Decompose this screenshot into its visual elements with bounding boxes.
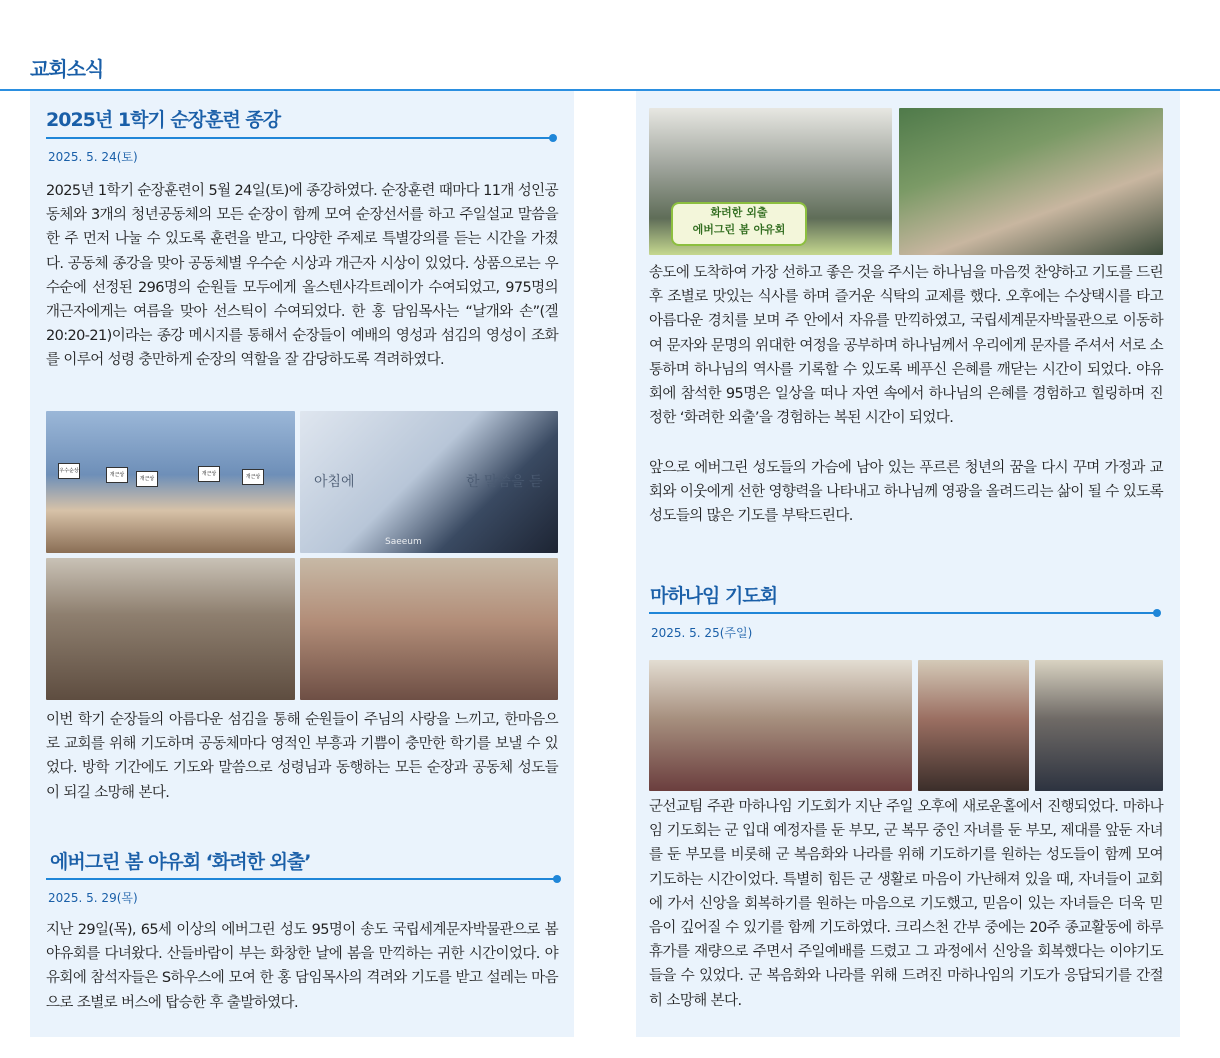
article1-title: 2025년 1학기 순장훈련 종강 [46, 109, 281, 131]
award-sign: 개근상 [242, 469, 264, 485]
article2-body-1: 지난 29일(목), 65세 이상의 에버그린 성도 95명이 송도 국립세계문자박물관으로 봄 야유회를 다녀왔다. 산들바람이 부는 화창한 날에 봄을 만끽하는 귀한 시간이었다. 야유회에 참석자들은 S하우스에 모여 한 홍 담임목사의 격려와 기도를 받고 설레는 마음으로 조별로 버스에 탑승한 후 출발하였다. [46, 922, 558, 1011]
award-sign: 개근상 [198, 466, 220, 482]
photo-evergreen-group [649, 108, 892, 255]
photo-worship-women [300, 558, 558, 700]
article2-title: 에버그린 봄 야유회 ‘화려한 외출’ [50, 851, 311, 873]
article1-body-2: 이번 학기 순장들의 아름다운 섬김을 통해 순원들이 주님의 사랑을 느끼고, 한마음으로 교회를 위해 기도하며 공동체마다 영적인 부흥과 기쁨이 충만한 학기를 보낼 수 있었다. 방학 기간에도 기도와 말씀으로 성령님과 동행하는 모든 순장과 공동체 성도들이 되길 소망해 본다. [46, 712, 558, 801]
photo-pastor-preaching [300, 411, 558, 553]
article3-body-1: 군선교팀 주관 마하나임 기도회가 지난 주일 오후에 새로운홀에서 진행되었다. 마하나임 기도회는 군 입대 예정자를 둔 부모, 군 복무 중인 자녀를 둔 부모, 제대를 앞둔 자녀를 둔 부모를 비롯해 군 복음화와 나라를 위해 기도하기를 원하는 성도들이 함께 모여 기도하는 시간이었다. 특별히 힘든 군 생활로 마음이 가난해져 있을 때, 자녀들이 교회에 가서 신앙을 회복하기를 원하는 마음으로 기도했고, 믿음이 있는 자녀들은 더욱 믿음이 깊어질 수 있기를 함께 기도하였다. 크리스천 간부 중에는 20주 종교활동에 하루 휴가를 재량으로 주면서 주일예배를 드렸고 그 과정에서 신앙을 회복했다는 이야기도 들을 수 있었다. 군 복음화와 나라를 위해 드려진 마하나임의 기도가 응답되기를 간절히 소망해 본다. [649, 799, 1163, 1009]
banner-line-2: 에버그린 봄 야유회 [692, 223, 786, 236]
award-sign: 개근상 [136, 471, 158, 487]
article1-body-1: 2025년 1학기 순장훈련이 5월 24일(토)에 종강하였다. 순장훈련 때마다 11개 성인공동체와 3개의 청년공동체의 모든 순장이 함께 모여 순장선서를 하고 주일설교 말씀을 한 주 먼저 나눌 수 있도록 훈련을 받고, 다양한 주제로 특별강의를 듣는 시간을 가졌다. 공동체 종강을 맞아 공동체별 우수순 시상과 개근자 시상이 있었다. 상품으로는 우수순에 선정된 296명의 순원들 모두에게 올스텐사각트레이가 수여되었고, 975명의 개근자에게는 여름을 맞아 선스틱이 수여되었다. 한 홍 담임목사는 “날개와 손”(겔 20:20-21)이라는 종강 메시지를 통해서 순장들이 예배의 영성과 섬김의 영성이 조화를 이루어 성령 충만하게 순장의 역할을 잘 감당하도록 격려하였다. [46, 183, 558, 369]
award-sign: 우수순상 [58, 463, 80, 479]
slide-text-2: 한 말씀을 듣 [466, 474, 543, 490]
section-label: 교회소식 [30, 57, 104, 81]
article1-date: 2025. 5. 24(토) [48, 150, 138, 164]
photo-person-praying [1035, 660, 1163, 791]
right-column [636, 91, 1180, 1037]
article2-rule [46, 878, 558, 880]
article2-body-3: 앞으로 에버그린 성도들의 가슴에 남아 있는 푸르른 청년의 꿈을 다시 꾸며 가정과 교회와 이웃에게 선한 영향력을 나타내고 하나님께 영광을 올려드리는 삶이 될 수 있도록 성도들의 많은 기도를 부탁드린다. [649, 460, 1163, 525]
photo-prayer-group [649, 660, 912, 791]
photo-caption: Saeeum [385, 537, 422, 547]
photo-woman-praying [918, 660, 1029, 791]
picnic-banner [671, 202, 807, 246]
article3-title: 마하나임 기도회 [650, 585, 778, 607]
banner-line-1: 화려한 외출 [710, 206, 768, 219]
photo-worship-crowd [46, 558, 295, 700]
article3-date: 2025. 5. 25(주일) [651, 626, 753, 640]
left-column [30, 91, 574, 1037]
award-sign: 개근상 [106, 467, 128, 483]
slide-text: 아침에 [314, 474, 355, 490]
article1-rule [46, 137, 554, 139]
article2-date: 2025. 5. 29(목) [48, 891, 138, 905]
article3-rule [649, 612, 1158, 614]
article2-body-2: 송도에 도착하여 가장 선하고 좋은 것을 주시는 하나님을 마음껏 찬양하고 기도를 드린 후 조별로 맛있는 식사를 하며 즐거운 식탁의 교제를 했다. 오후에는 수상택시를 타고 아름다운 경치를 보며 주 안에서 자유를 만끽하였고, 국립세계문자박물관으로 이동하여 문자와 문명의 위대한 여정을 공부하며 하나님께서 우리에게 문자를 주셔서 서로 소통하며 하나님의 역사를 기록할 수 있도록 베푸신 은혜를 깨닫는 시간이 되었다. 야유회에 참석한 95명은 일상을 떠나 자연 속에서 하나님의 은혜를 경험하고 힐링하며 진정한 ‘화려한 외출’을 경험하는 복된 시간이 되었다. [649, 265, 1163, 427]
photo-picnic-lunch [899, 108, 1163, 255]
photo-award-stage [46, 411, 295, 553]
